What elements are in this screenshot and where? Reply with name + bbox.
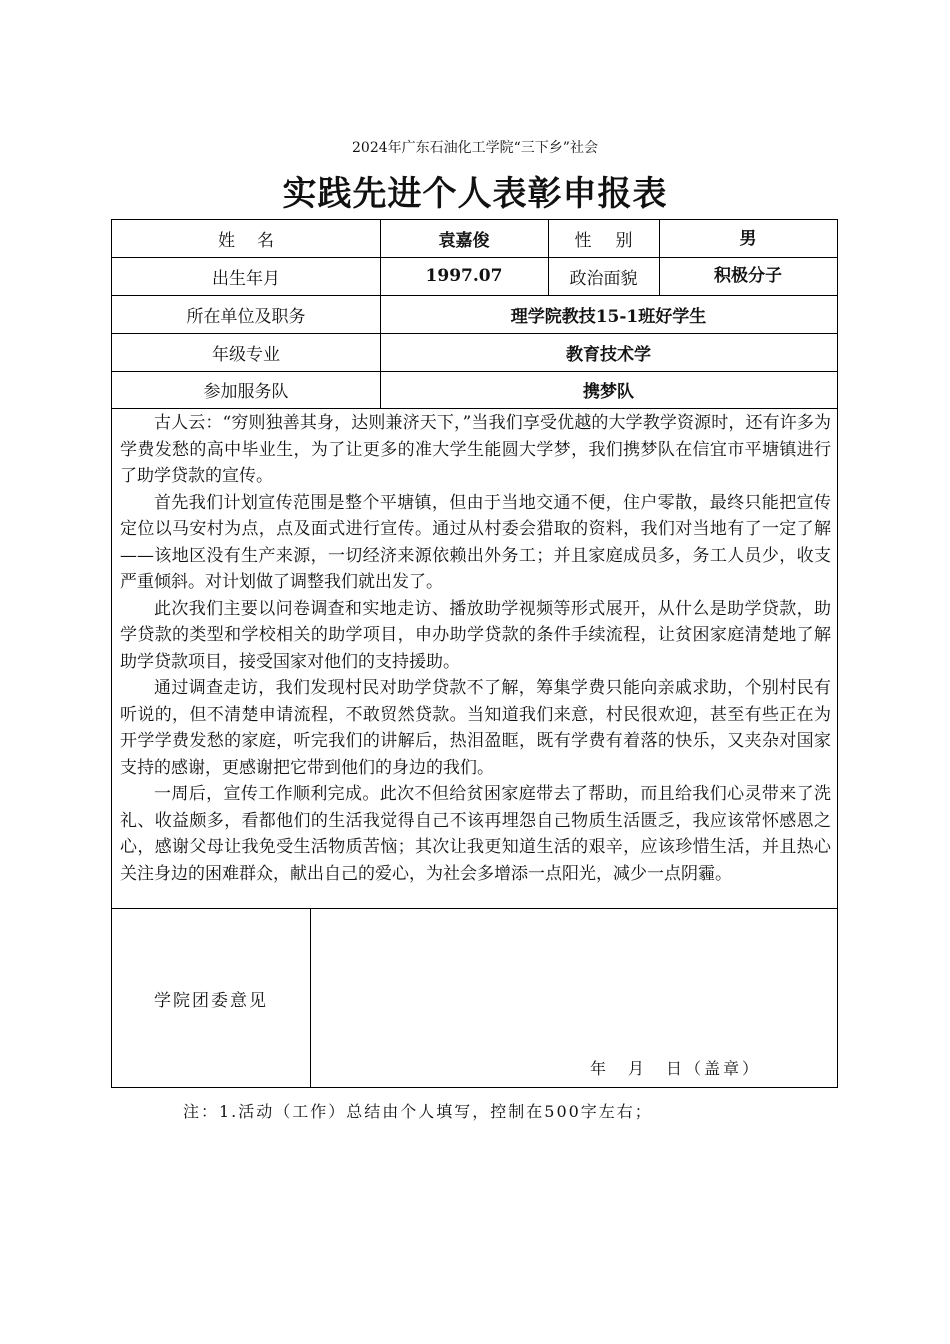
column-divider — [310, 908, 311, 1088]
form-note: 注：1.活动（工作）总结由个人填写，控制在500字左右； — [183, 1102, 653, 1121]
summary-paragraph: 一周后，宣传工作顺利完成。此次不但给贫困家庭带去了帮助，而且给我们心灵带来了洗礼、收益颇多，看都他们的生活我觉得自己不该再埋怨自己物质生活匮乏，我应该常怀感恩之心，感谢父母让我免受生活物质苦恼；其次让我更知道生活的艰辛，应该珍惜生活，并且热心关注身边的困难群众，献出自己的爱心，为社会多增添一点阳光，减少一点阴霾。 — [120, 784, 831, 884]
gender-value: 男 — [739, 229, 757, 249]
major-value: 教育技术学 — [566, 344, 651, 365]
summary-paragraph: 通过调查走访，我们发现村民对助学贷款不了解，筹集学费只能向亲戚求助，个别村民有听说的，但不清楚申请流程，不敢贸然贷款。当知道我们来意，村民很欢迎，甚至有些正在为开学学费发愁的家庭，听完我们的讲解后，热泪盈眶，既有学费有着落的快乐，又夹杂对国家支持的感谢，更感谢把它带到他们的身边的我们。 — [120, 678, 831, 778]
date-day-stamp: 日（盖章） — [666, 1059, 762, 1078]
gender-label: 性别 — [574, 231, 657, 251]
application-form — [111, 219, 838, 1088]
activity-summary — [120, 410, 831, 887]
opinion-label: 学院团委意见 — [154, 990, 268, 1011]
major-label: 年级专业 — [212, 344, 280, 365]
date-year: 年 — [590, 1059, 610, 1078]
row-divider — [112, 408, 837, 409]
birth-value: 1997.07 — [425, 266, 503, 286]
summary-paragraph: 首先我们计划宣传范围是整个平塘镇，但由于当地交通不便，住户零散，最终只能把宣传定位以马安村为点，点及面式进行宣传。通过从村委会猎取的资料，我们对当地有了一定了解——该地区没有生产来源，一切经济来源依赖出外务工；并且家庭成员多，务工人员少，收支严重倾斜。对计划做了调整我们就出发了。 — [120, 492, 831, 592]
team-value: 携梦队 — [583, 382, 634, 402]
team-label: 参加服务队 — [203, 382, 289, 402]
form-title: 实践先进个人表彰申报表 — [282, 174, 668, 214]
politics-value: 积极分子 — [714, 266, 782, 286]
name-value: 袁嘉俊 — [438, 231, 490, 251]
politics-label: 政治面貌 — [569, 268, 638, 289]
unit-label: 所在单位及职务 — [186, 306, 306, 327]
date-month: 月 — [628, 1059, 648, 1078]
form-subtitle: 2024年广东石油化工学院“三下乡”社会 — [352, 140, 598, 156]
birth-label: 出生年月 — [212, 268, 280, 289]
unit-value: 理学院教技15-1班好学生 — [510, 306, 707, 327]
summary-paragraph: 此次我们主要以问卷调查和实地走访、播放助学视频等形式展开，从什么是助学贷款，助学贷款的类型和学校相关的助学项目，申办助学贷款的条件手续流程，让贫困家庭清楚地了解助学贷款项目，接受国家对他们的支持援助。 — [120, 598, 831, 672]
name-label: 姓名 — [218, 231, 296, 251]
summary-paragraph: 古人云：“穷则独善其身，达则兼济天下，”当我们享受优越的大学教学资源时，还有许多为学费发愁的高中毕业生，为了让更多的准大学生能圆大学梦，我们携梦队在信宜市平塘镇进行了助学贷款的宣传。 — [120, 413, 831, 486]
